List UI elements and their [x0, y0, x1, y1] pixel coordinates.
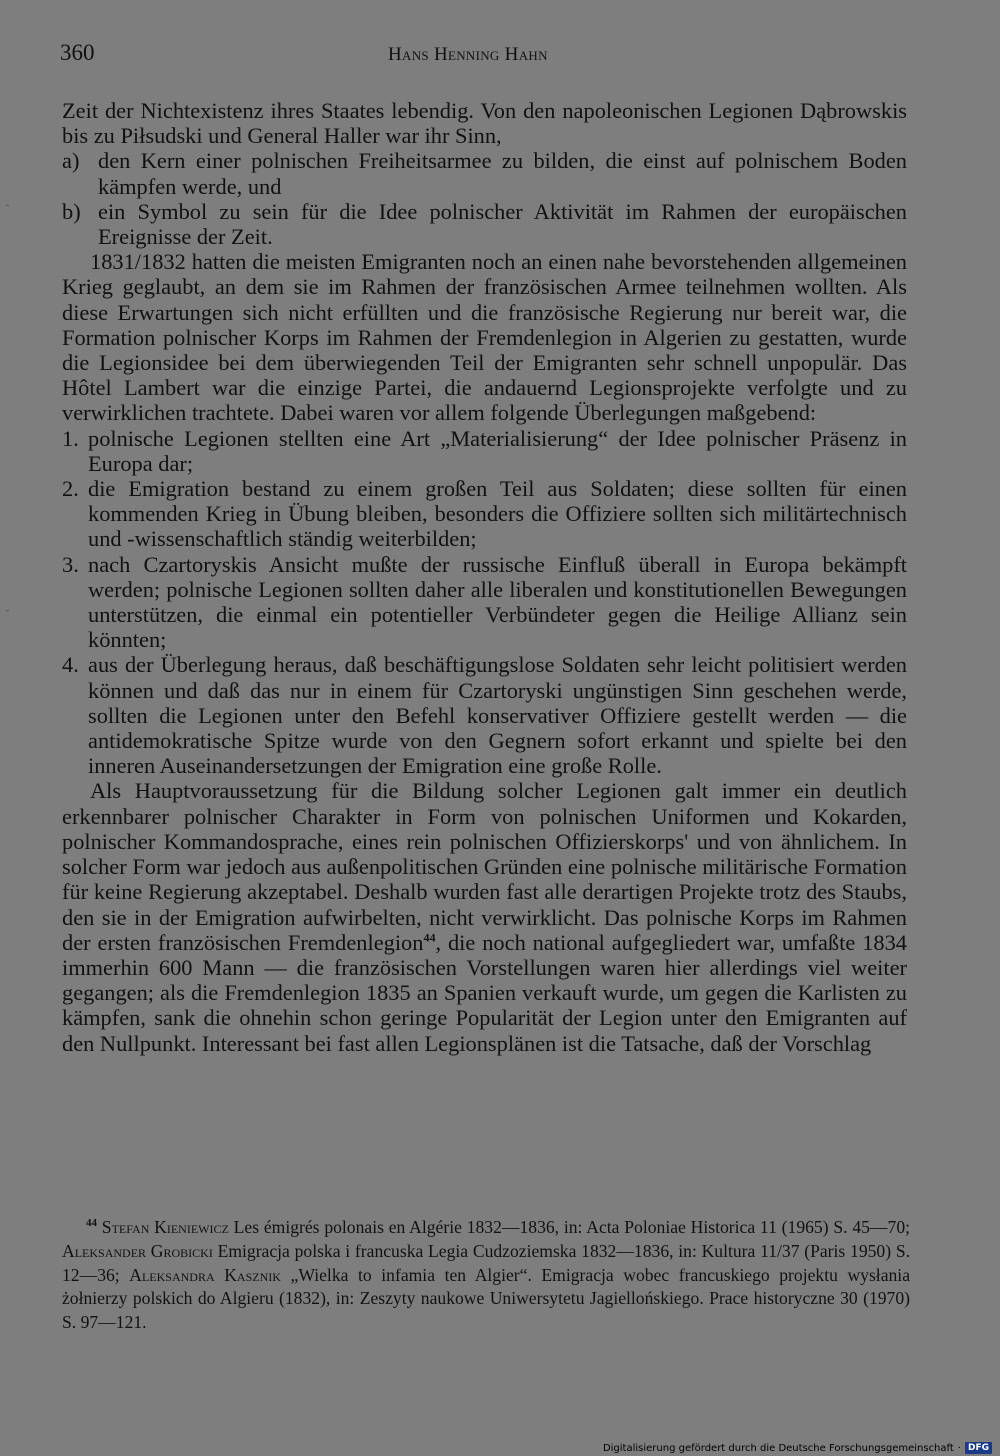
footnote	[62, 1216, 910, 1335]
list-marker: a)	[62, 148, 80, 174]
list-item-text: polnische Legionen stellten eine Art „Materialisierung“ der Idee polnischer Präsenz in Europa dar;	[88, 425, 907, 476]
running-head: Hans Henning Hahn	[388, 44, 548, 65]
list-item	[62, 199, 907, 249]
footnote-citation: „Wielka to infamia ten Algier“. Emigracja wobec francuskiego projektu wysłania żołnierzy polskich do Algieru (1832), in: Zeszyty naukowe Uniwersytetu Jagiellońskiego. Prace historyczne 30 (1970) S. 97—121.	[62, 1264, 910, 1333]
list-item-text: den Kern einer polnischen Freiheitsarmee zu bilden, die einst auf polnischem Boden kämpfen werde, und	[98, 148, 907, 199]
list-item-text: ein Symbol zu sein für die Idee polnischer Aktivität im Rahmen der europäischen Ereignisse der Zeit.	[98, 198, 907, 250]
list-item	[62, 552, 907, 653]
credit-text: Digitalisierung gefördert durch die Deutsche Forschungsgemeinschaft	[602, 1442, 954, 1454]
paragraph: 1831/1832 hatten die meisten Emigranten noch an einen nahe bevorstehenden allgemeinen Krieg geglaubt, an dem sie im Rahmen der französischen Armee teilnehmen wollten. Als diese Erwartungen sich nicht erfüllten und die französische Regierung nur bereit war, die Formation polnischer Korps im Rahmen der Fremdenlegion in Algerien zu gestatten, wurde die Legionsidee bei dem überwiegenden Teil der Emigranten sehr schnell unpopulär. Das Hôtel Lambert war die einzige Partei, die andauernd Legionsprojekte verfolgte und zu verwirklichen trachtete. Dabei waren vor allem folgende Überlegungen maßgebend:	[62, 249, 907, 426]
footnote-text	[62, 1216, 910, 1335]
footnote-number: 44	[86, 1217, 97, 1230]
paragraph-text: Als Hauptvoraussetzung für die Bildung solcher Legionen galt immer ein deutlich erkennbarer polnischer Charakter in Form von polnischen Uniformen und Kokarden, polnischer Kommandosprache, eines rein polnischen Offizierskorps' und von ähnlichem. In solcher Form war jedoch aus außenpolitischen Gründen eine polnische militärische Formation für keine Regierung akzeptabel. Deshalb wurden fast alle derartigen Projekte trotz des Staubs, den sie in der Emigration aufwirbelten, nicht verwirklicht. Das polnische Korps im Rahmen der ersten französischen Fremdenlegion	[62, 778, 907, 955]
list-item	[62, 476, 907, 552]
list-item-text: nach Czartoryskis Ansicht mußte der russische Einfluß überall in Europa bekämpft werden; polnische Legionen sollten daher alle liberalen und konstitutionellen Bewegungen unterstützen, die einmal ein potentieller Verbündeter gegen die Heilige Allianz sein könnten;	[88, 551, 907, 653]
page-number: 360	[60, 40, 95, 65]
footnote-author: Stefan Kieniewicz	[101, 1217, 229, 1237]
separator: ·	[957, 1442, 961, 1454]
edge-mark	[6, 610, 9, 611]
body-text	[62, 98, 907, 1056]
footnote-author: Aleksander Grobicki	[62, 1240, 213, 1261]
dfg-logo: DFG	[965, 1442, 992, 1454]
list-item	[62, 652, 907, 778]
edge-mark	[6, 205, 9, 206]
digitization-credit	[603, 1442, 992, 1454]
list-marker: 2.	[62, 476, 79, 502]
list-marker: 4.	[62, 652, 79, 678]
list-item	[62, 148, 907, 198]
list-marker: b)	[62, 198, 81, 224]
paragraph	[62, 778, 907, 1055]
list-marker: 3.	[62, 551, 79, 577]
footnote-citation: Emigracja polska i francuska Legia Cudzoziemska 1832—1836, in: Kultura 11/37 (Paris 1950) S. 12—36;	[62, 1240, 910, 1285]
list-item-text: aus der Überlegung heraus, daß beschäftigungslose Soldaten sehr leicht politisiert werden können und daß das nur in einem für Czartoryski ungünstigen Sinn geschehen werde, sollten die Legionen unter den Befehl konservativer Offiziere gestellt werden — die antidemokratische Spitze wurde von den Gegnern sofort erkannt und spielte bei den inneren Auseinandersetzungen der Emigration eine große Rolle.	[88, 652, 907, 779]
paragraph-text: , die noch national aufgegliedert war, umfaßte 1834 immerhin 600 Mann — die französischen Vorstellungen waren hier allerdings viel weiter gegangen; als die Fremdenlegion 1835 an Spanien verkauft wurde, um gegen die Karlisten zu kämpfen, sank die ohnehin schon geringe Popularität der Legion unter den Emigranten auf den Nullpunkt. Interessant bei fast allen Legionsplänen ist die Tatsache, daß der Vorschlag	[62, 929, 907, 1056]
list-marker: 1.	[62, 425, 79, 451]
list-item	[62, 426, 907, 476]
list-item-text: die Emigration bestand zu einem großen Teil aus Soldaten; diese sollten für einen kommenden Krieg in Übung bleiben, besonders die Offiziere sollten sich militärtechnisch und -wissenschaftlich ständig weiterbilden;	[88, 476, 907, 552]
footnote-reference[interactable]: 44	[423, 930, 436, 945]
footnote-author: Aleksandra Kasznik	[129, 1264, 281, 1285]
footnote-citation: Les émigrés polonais en Algérie 1832—1836, in: Acta Poloniae Historica 11 (1965) S. 45—70;	[228, 1217, 911, 1237]
paragraph: Zeit der Nichtexistenz ihres Staates lebendig. Von den napoleonischen Legionen Dąbrowskis bis zu Piłsudski und General Haller war ihr Sinn,	[62, 98, 907, 149]
